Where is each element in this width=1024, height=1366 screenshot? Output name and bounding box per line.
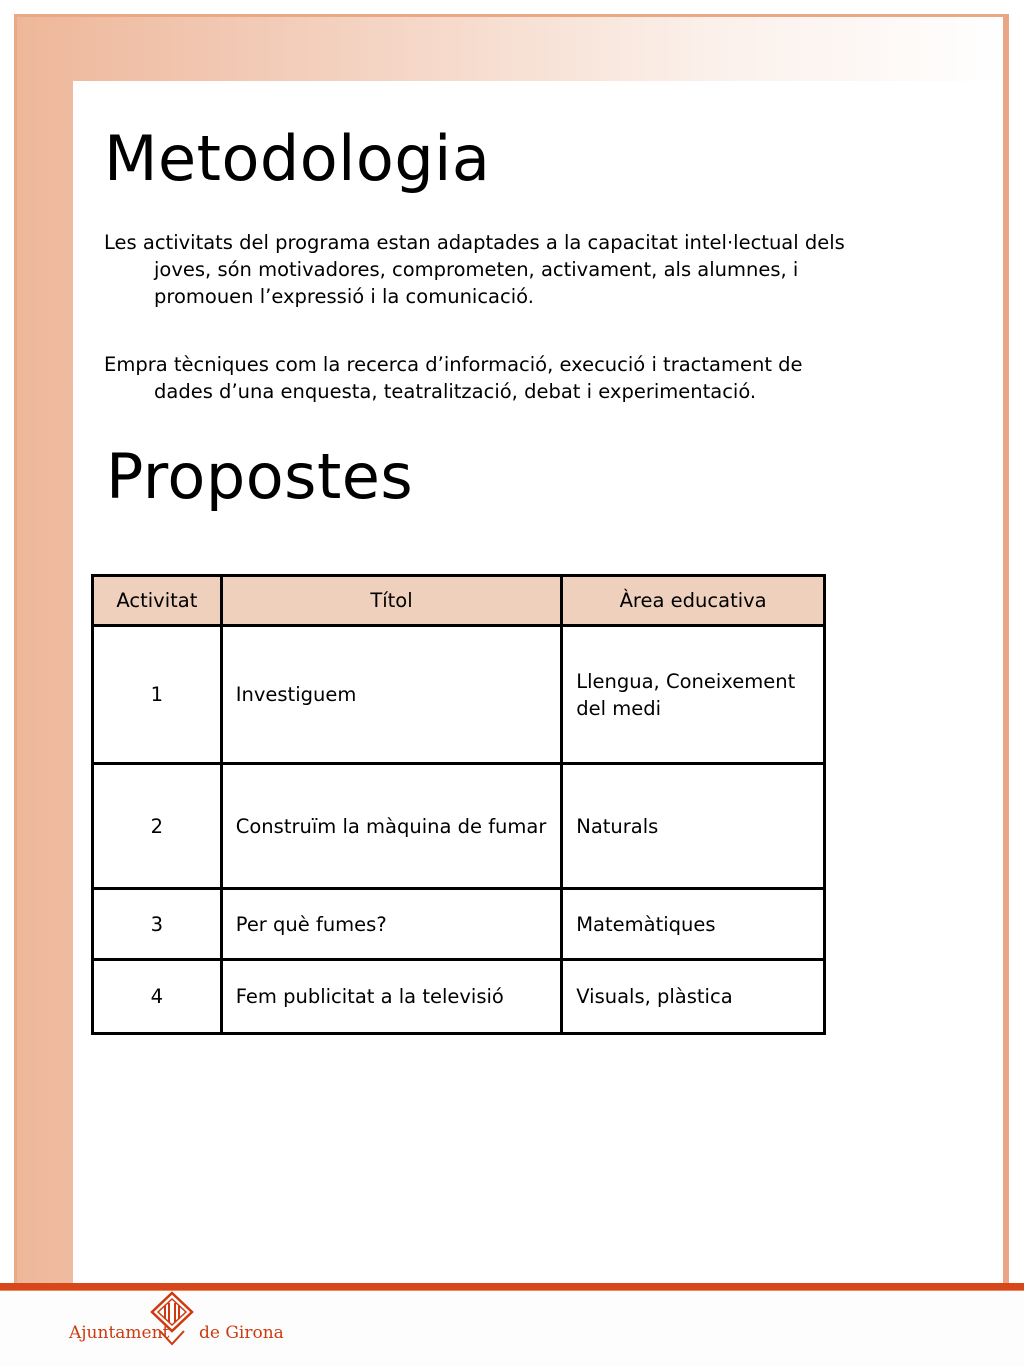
table-row (93, 960, 825, 1034)
section-title-propostes: Propostes (106, 440, 414, 513)
cell-activitat: 3 (93, 889, 222, 960)
cell-activitat: 4 (93, 960, 222, 1034)
header-titol: Títol (221, 576, 561, 626)
table-row (93, 764, 825, 889)
cell-area: Llengua, Coneixement del medi (562, 626, 825, 764)
table-row (93, 626, 825, 764)
proposals-table (91, 574, 826, 1035)
cell-titol: Per què fumes? (221, 889, 561, 960)
logo-text-de-girona: de Girona (199, 1323, 284, 1343)
cell-titol: Investiguem (221, 626, 561, 764)
section-title-metodologia: Metodologia (104, 122, 491, 195)
logo-text-ajuntament: Ajuntament (69, 1323, 170, 1343)
cell-area: Naturals (562, 764, 825, 889)
cell-activitat: 2 (93, 764, 222, 889)
cell-activitat: 1 (93, 626, 222, 764)
table-row (93, 889, 825, 960)
frame-right-strip (1003, 14, 1009, 1289)
header-area: Àrea educativa (562, 576, 825, 626)
cell-area: Visuals, plàstica (562, 960, 825, 1034)
methodology-paragraph-2: Empra tècniques com la recerca d’informació, execució i tractament de dades d’una enquesta, teatralització, debat i experimentació. (104, 353, 803, 403)
table-header-row (93, 576, 825, 626)
methodology-paragraph-1: Les activitats del programa estan adaptades a la capacitat intel·lectual dels joves, són motivadores, comprometen, activament, als alumnes, i promouen l’expressió i la comunicació. (104, 231, 845, 308)
cell-area: Matemàtiques (562, 889, 825, 960)
girona-coat-of-arms-emblem-icon (148, 1290, 196, 1350)
cell-titol: Construïm la màquina de fumar (221, 764, 561, 889)
cell-titol: Fem publicitat a la televisió (221, 960, 561, 1034)
header-activitat: Activitat (93, 576, 222, 626)
